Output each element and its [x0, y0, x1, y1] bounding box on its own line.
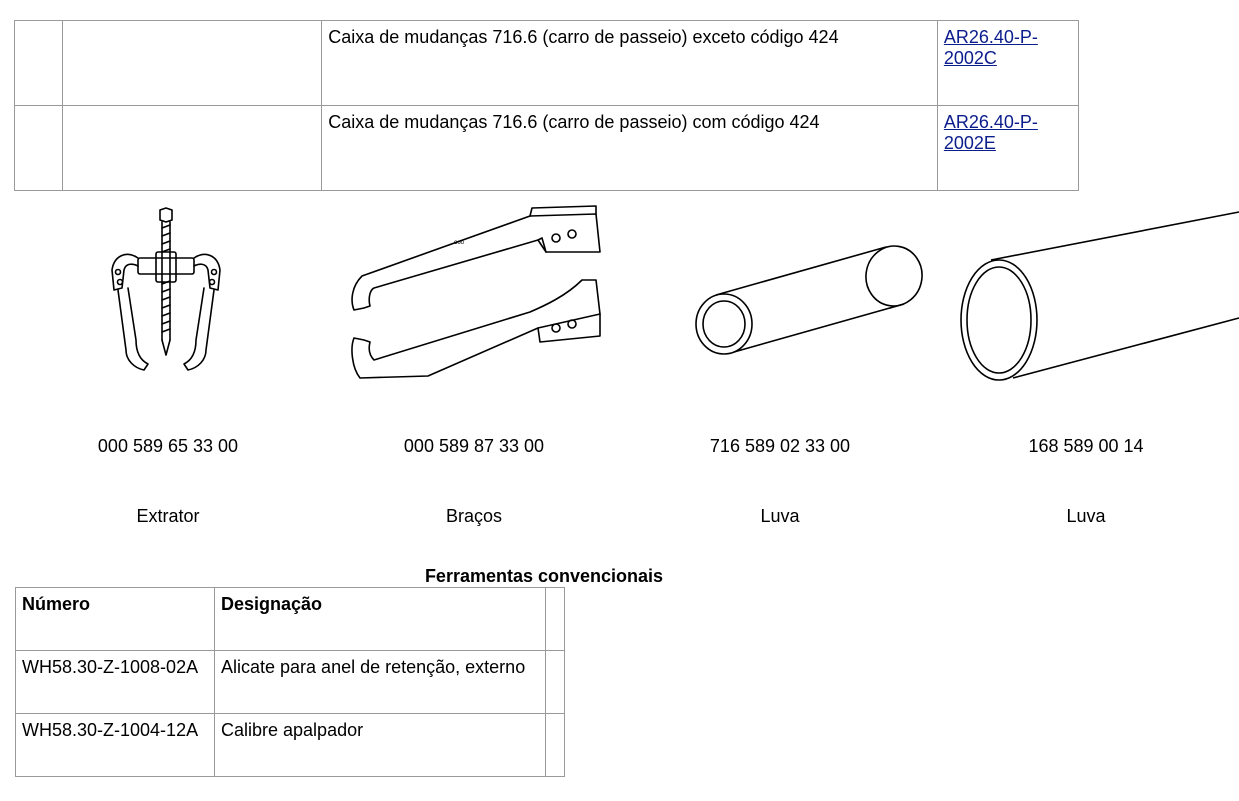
- special-tools-row: [0, 200, 1144, 540]
- svg-text:ooo: ooo: [454, 240, 465, 246]
- transmission-description: Caixa de mudanças 716.6 (carro de passeio) com código 424: [322, 106, 938, 191]
- document-link-cell: [937, 21, 1078, 106]
- tool-item: [627, 200, 933, 526]
- tool-name: Luva: [1066, 506, 1106, 526]
- empty-cell: [546, 588, 565, 651]
- tool-number: 168 589 00 14: [1028, 436, 1144, 456]
- table-row: [16, 714, 565, 777]
- tool-item: [15, 200, 321, 526]
- table-header-row: [16, 588, 565, 651]
- document-link[interactable]: AR26.40-P-2002E: [943, 112, 1038, 153]
- column-header-designation: Designação: [215, 588, 546, 651]
- table-row: [15, 21, 1079, 106]
- conventional-tools-title: Ferramentas convencionais: [424, 566, 664, 586]
- tool-number-cell: WH58.30-Z-1008-02A: [16, 651, 215, 714]
- tool-number: 000 589 65 33 00: [97, 436, 239, 456]
- empty-cell: [15, 21, 63, 106]
- tool-designation-cell: Calibre apalpador: [215, 714, 546, 777]
- tool-number: 000 589 87 33 00: [403, 436, 545, 456]
- empty-cell: [63, 106, 322, 191]
- empty-cell: [63, 21, 322, 106]
- tool-name: Luva: [760, 506, 800, 526]
- empty-cell: [15, 106, 63, 191]
- document-link[interactable]: AR26.40-P-2002C: [943, 27, 1038, 68]
- tool-item: [933, 200, 1239, 526]
- sleeve-icon: [660, 200, 900, 385]
- tool-name: Braços: [445, 506, 503, 526]
- table-row: [15, 106, 1079, 191]
- document-link-cell: [937, 106, 1078, 191]
- table-row: [16, 651, 565, 714]
- tool-number: 716 589 02 33 00: [709, 436, 851, 456]
- column-header-number: Número: [16, 588, 215, 651]
- tool-item: [321, 200, 627, 526]
- puller-arms-icon: [334, 200, 614, 385]
- transmission-table: [14, 20, 1079, 191]
- empty-cell: [546, 651, 565, 714]
- tool-designation-cell: Alicate para anel de retenção, externo: [215, 651, 546, 714]
- empty-cell: [546, 714, 565, 777]
- transmission-description: Caixa de mudanças 716.6 (carro de passeio) exceto código 424: [322, 21, 938, 106]
- conventional-tools-table: [15, 587, 565, 777]
- large-sleeve-icon: [933, 200, 1239, 385]
- tool-name: Extrator: [136, 506, 200, 526]
- puller-icon: [78, 200, 258, 385]
- tool-number-cell: WH58.30-Z-1004-12A: [16, 714, 215, 777]
